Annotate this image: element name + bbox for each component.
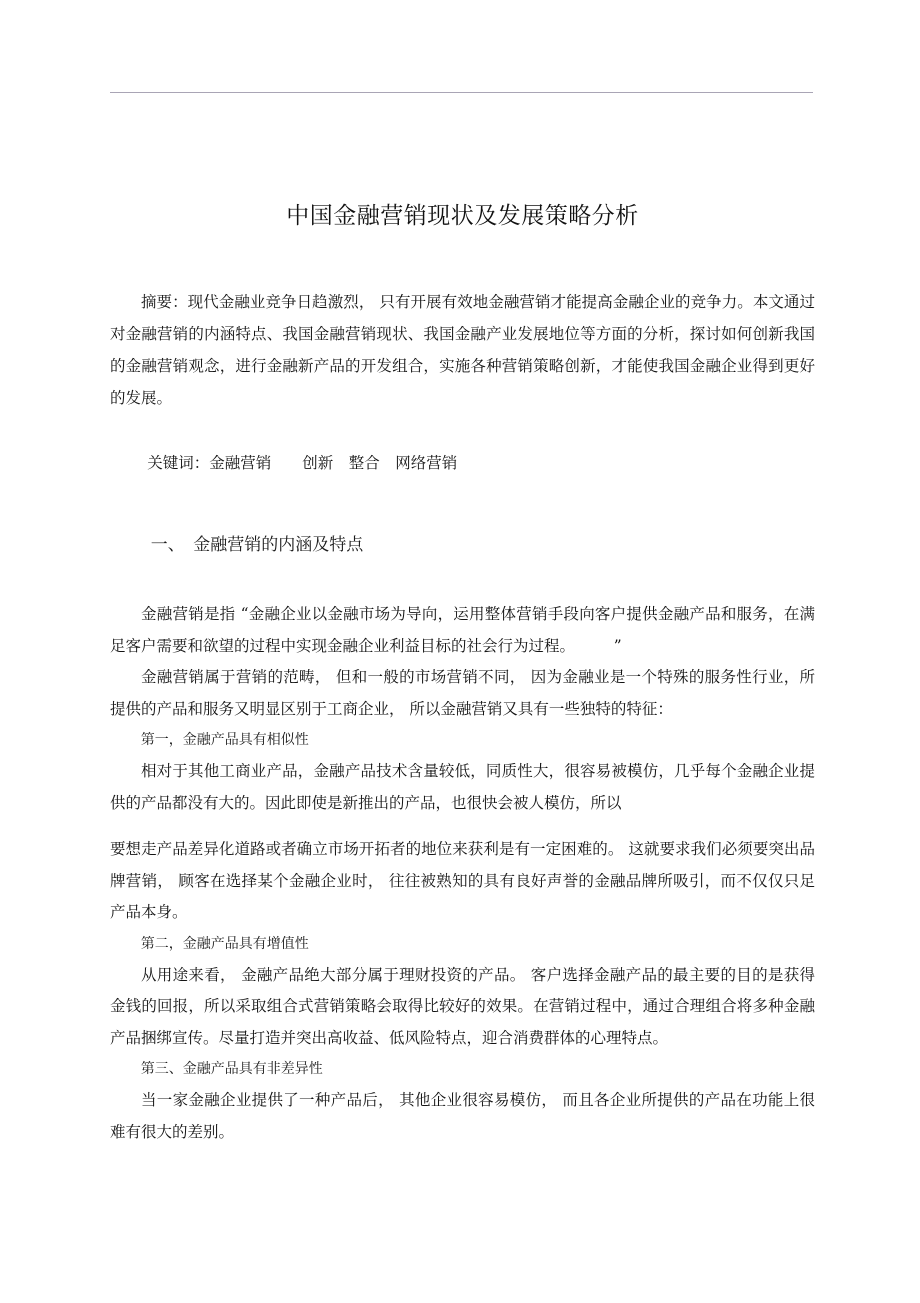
subheading-second-point: 第二，金融产品具有增值性 — [140, 935, 309, 952]
keywords-line — [110, 414, 815, 479]
abstract-paragraph: 摘要：现代金融业竞争日趋激烈， 只有开展有效地金融营销才能提高金融企业的竞争力。本文通过对金融营销的内涵特点、我国金融营销现状、我国金融产业发展地位等方面的分析，探讨如何创新我国的金融营销观念，进行金融新产品的开发组合，实施各种营销策略创新，才能使我国金融企业得到更好的发展。 — [110, 293, 815, 408]
body-paragraph: 金融营销是指 “金融企业以金融市场为导向，运用整体营销手段向客户提供金融产品和服务，在满足客户需要和欲望的过程中实现金融企业利益目标的社会行为过程。 ” — [110, 605, 815, 655]
document-content — [110, 0, 815, 1148]
body-paragraph: 相对于其他工商业产品，金融产品技术含量较低，同质性大，很容易被模仿，几乎每个金融企业提供的产品都没有大的。因此即使是新推出的产品，也很快会被人模仿，所以 — [110, 762, 815, 812]
section-heading-one: 一、 金融营销的内涵及特点 — [150, 535, 364, 556]
body-paragraph: 从用途来看， 金融产品绝大部分属于理财投资的产品。 客户选择金融产品的最主要的目的是获得金钱的回报，所以采取组合式营销策略会取得比较好的效果。在营销过程中，通过合理组合将多种金融产品捆绑宣传。尽量打造并突出高收益、低风险特点，迎合消费群体的心理特点。 — [110, 965, 815, 1047]
subheading-first-point: 第一，金融产品具有相似性 — [140, 732, 309, 749]
keywords-values: 金融营销 创新 整合 网络营销 — [209, 454, 458, 473]
body-paragraph: 当一家金融企业提供了一种产品后， 其他企业很容易模仿， 而且各企业所提供的产品在功能上很难有很大的差别。 — [110, 1091, 815, 1141]
keywords-label: 关键词： — [147, 454, 210, 473]
paragraph-spacer — [110, 819, 815, 834]
body-paragraph: 金融营销属于营销的范畴， 但和一般的市场营销不同， 因为金融业是一个特殊的服务性行业，所提供的产品和服务又明显区别于工商企业， 所以金融营销又具有一些独特的特征： — [110, 668, 815, 718]
body-paragraph: 要想走产品差异化道路或者确立市场开拓者的地位来获利是有一定困难的。 这就要求我们必须要突出品牌营销， 顾客在选择某个金融企业时， 往往被熟知的具有良好声誉的金融品牌所吸引，而不仅仅只足产品本身。 — [110, 840, 815, 922]
page-title: 中国金融营销现状及发展策略分析 — [286, 203, 639, 229]
subheading-third-point: 第三、金融产品具有非差异性 — [140, 1061, 323, 1078]
